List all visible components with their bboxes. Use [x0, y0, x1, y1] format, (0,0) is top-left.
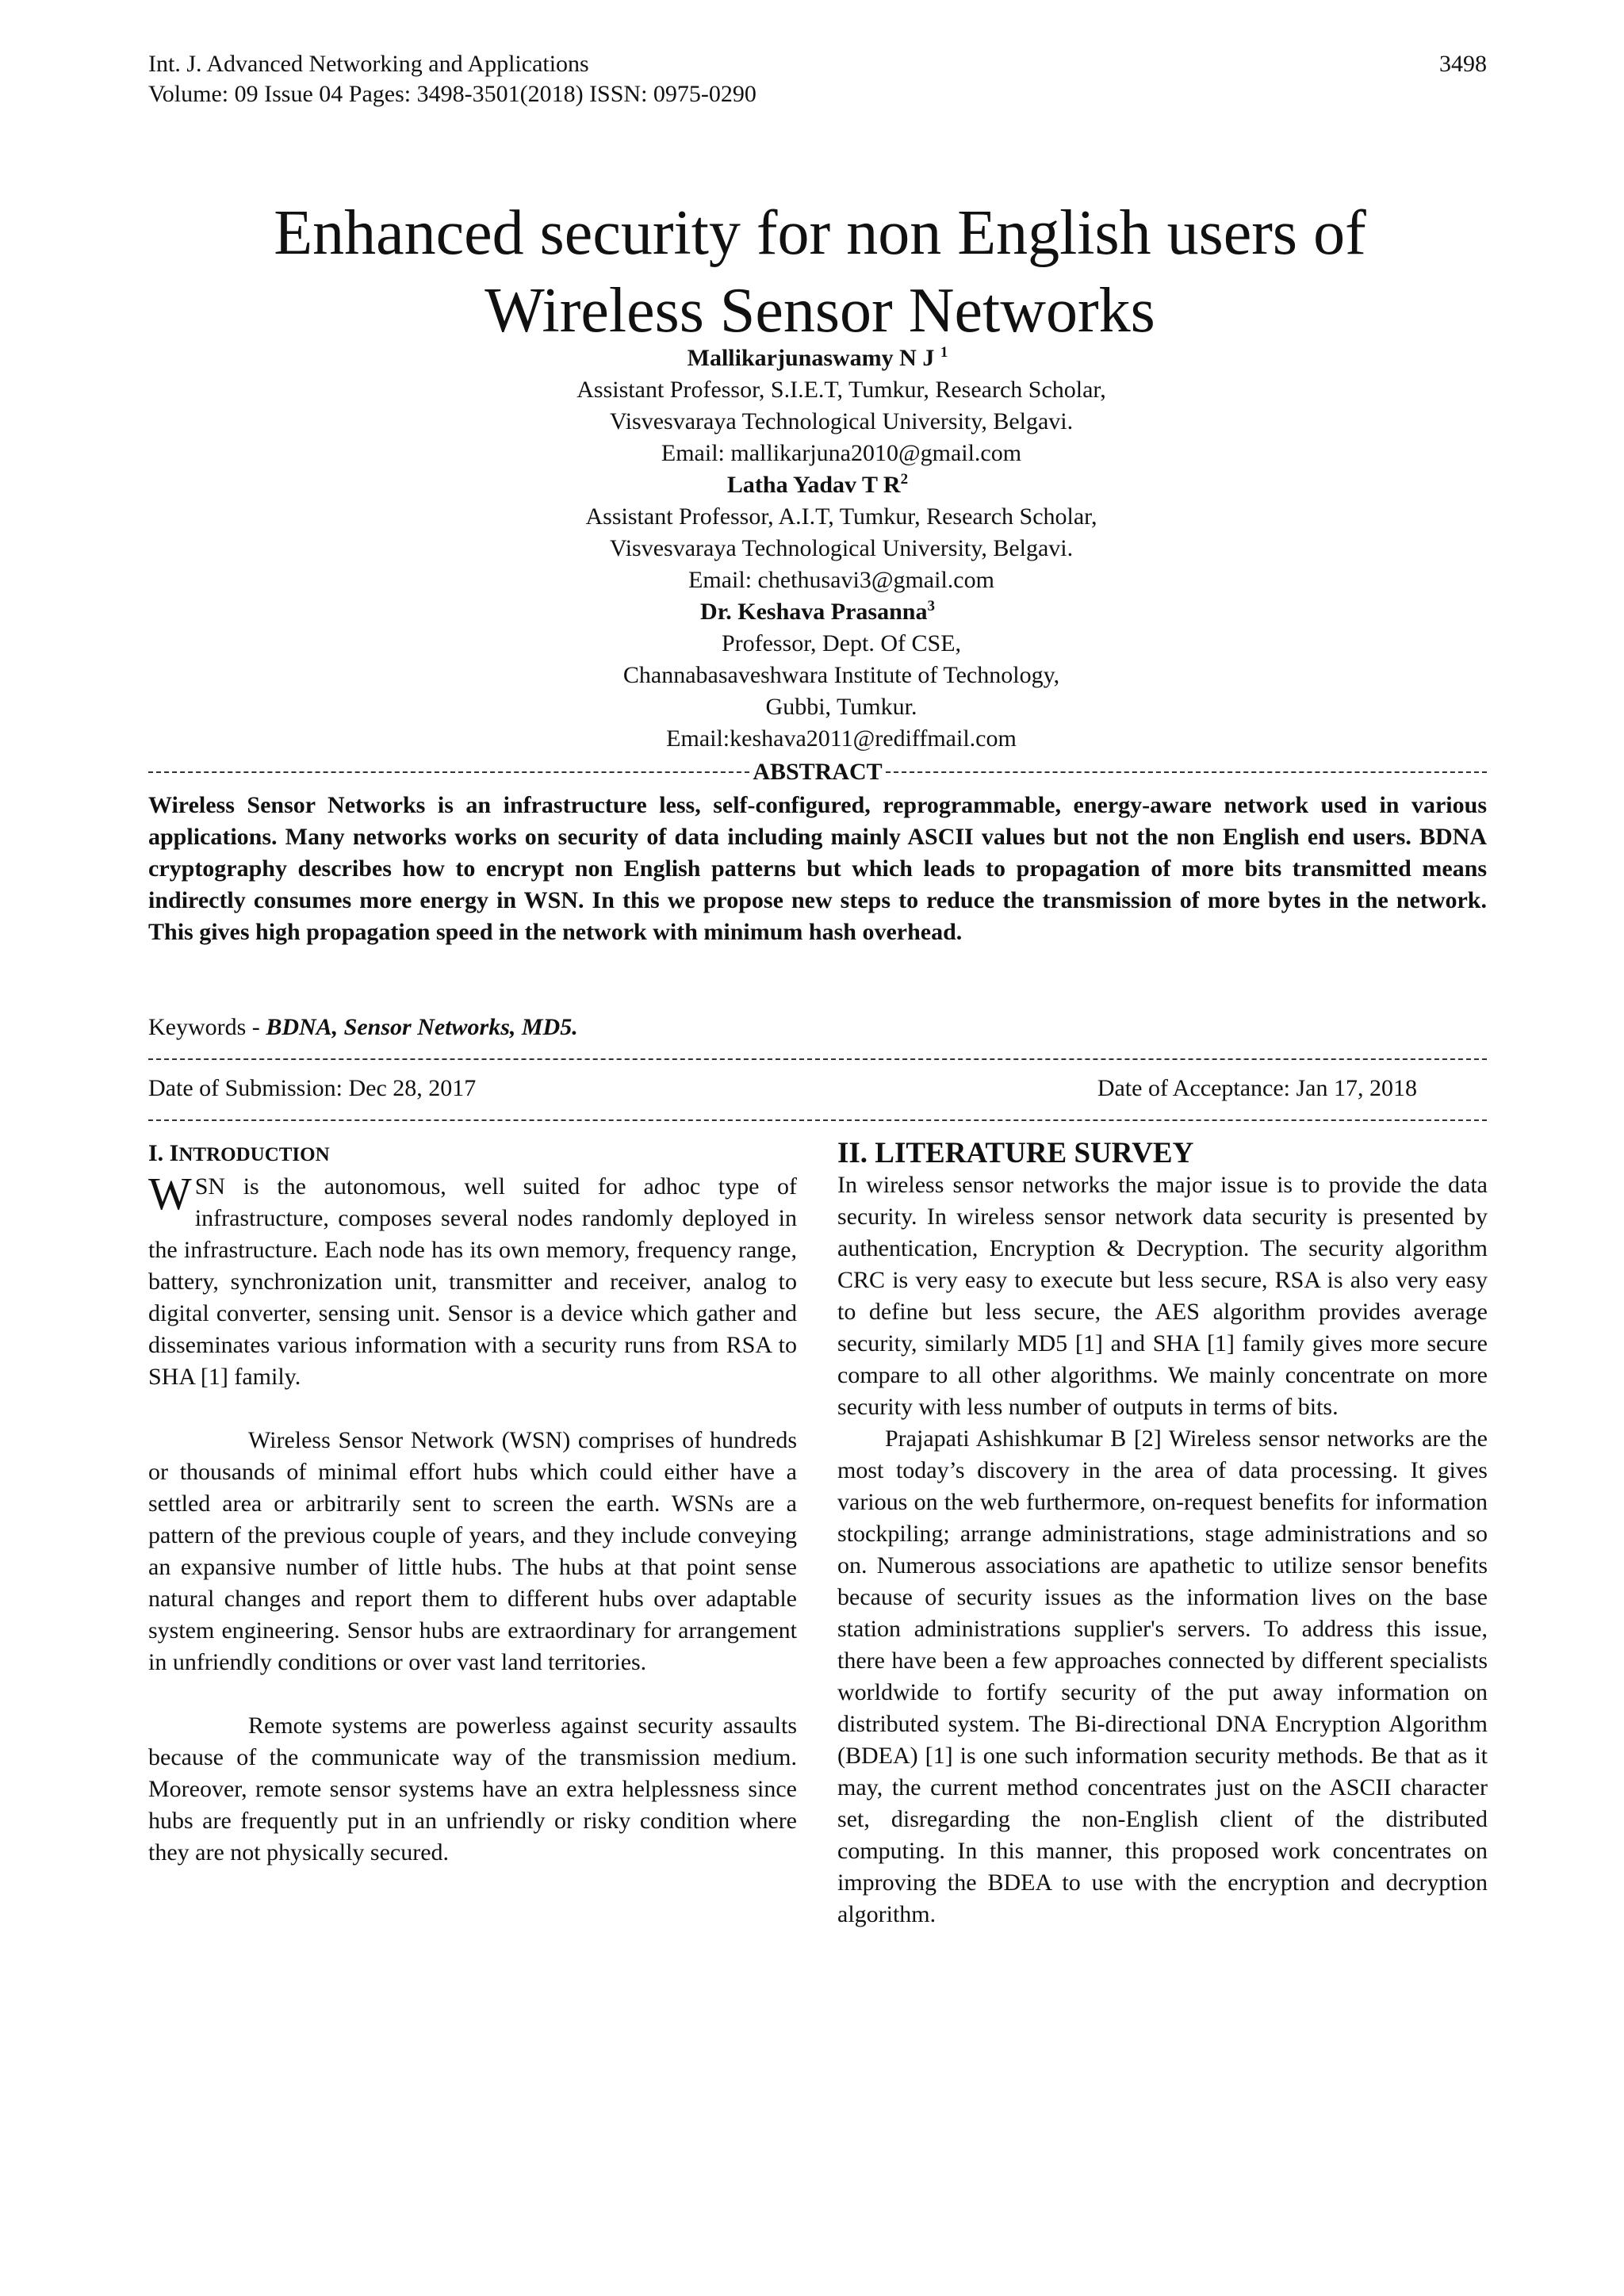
author-name: Latha Yadav T $R^2$ — [726, 471, 909, 498]
dashed-rule — [886, 771, 1487, 773]
dashed-rule — [148, 1058, 1487, 1060]
keywords-label: Keywords - — [148, 1014, 266, 1040]
acceptance-date: Date of Acceptance: Jan 17, 2018 — [1097, 1075, 1417, 1101]
keywords — [148, 1012, 1487, 1043]
divider-upper — [148, 1043, 1487, 1075]
running-head — [148, 49, 1487, 109]
paragraph-gap — [148, 1678, 797, 1710]
author-affiliation: Channabasaveshwara Institute of Technology, — [622, 662, 1060, 688]
author-email: Email: chethusavi3@gmail.com — [688, 567, 994, 593]
dashed-rule — [148, 1119, 1487, 1121]
author-email: Email: mallikarjuna2010@gmail.com — [661, 440, 1022, 466]
title-line-2: Wireless Sensor Networks — [485, 276, 1155, 346]
author-block — [148, 342, 1487, 755]
author-name: Mallikarjunaswamy N J $^1$ — [687, 344, 948, 371]
author-affil-number: 2 — [900, 471, 909, 488]
literature-paragraph-1: In wireless sensor networks the major issue is to provide the data security. In wireless sensor network data security is presented by authentication, Encryption & Decryption. The security algorithm CRC is very easy to execute but less secure, RSA is also very easy to define but less secure, the AES algorithm provides average security, similarly MD5 [1] and SHA [1] family gives more secure compare to all other algorithms. We mainly concentrate on more security with less number of outputs in terms of bits. — [837, 1172, 1488, 1420]
author-affiliation: Visvesvaraya Technological University, Belgavi. — [609, 408, 1074, 434]
author-affil-number: 3 — [927, 598, 935, 614]
author-affiliation: Gubbi, Tumkur. — [765, 694, 917, 720]
literature-heading: II. LITERATURE SURVEY — [837, 1137, 1194, 1169]
left-column — [148, 1138, 797, 1869]
paragraph-gap — [148, 1393, 797, 1425]
title-line-1: Enhanced security for non English users of — [274, 198, 1366, 268]
author-affiliation: Assistant Professor, A.I.T, Tumkur, Research Scholar, — [585, 503, 1097, 530]
volume-line: Volume: 09 Issue 04 Pages: 3498-3501(2018) ISSN: 0975-0290 — [148, 81, 756, 107]
literature-paragraph-2: Prajapati Ashishkumar B [2] Wireless sensor networks are the most today’s discovery in the area of data processing. It gives various on the web furthermore, on-request benefits for information stockpiling; arrange administrations, stage administrations and so on. Numerous associations are apathetic to utilize sensor benefits because of security issues as the information lives on the base station administrations supplier's servers. To address this issue, there have been a few approaches connected by different specialists worldwide to fortify security of the put away information on distributed system. The Bi-directional DNA Encryption Algorithm (BDEA) [1] is one such information security methods. Be that as it may, the current method concentrates just on the ASCII character set, disregarding the non-English client of the distributed computing. In this manner, this proposed work concentrates on improving the BDEA to use with the encryption and decryption algorithm. — [837, 1425, 1488, 1927]
intro-paragraph-3: Remote systems are powerless against security assaults because of the communicate way of the transmission medium. Moreover, remote sensor systems have an extra helplessness since hubs are frequently put in an unfriendly or risky condition where they are not physically secured. — [148, 1712, 797, 1866]
page-number: 3498 — [1439, 51, 1487, 77]
paper-title — [111, 194, 1529, 350]
introduction-heading: I. INTRODUCTION — [148, 1140, 330, 1166]
right-column — [837, 1138, 1488, 1931]
dashed-rule — [148, 771, 749, 773]
intro-paragraph-1: WSN is the autonomous, well suited for adhoc type of infrastructure, composes several nodes randomly deployed in the infrastructure. Each node has its own memory, frequency range, battery, synchronization unit, transmitter and receiver, analog to digital converter, sensing unit. Sensor is a device which gather and disseminates various information with a security runs from RSA to SHA [1] family. — [148, 1168, 797, 1390]
author-affil-number: 1 — [940, 344, 948, 361]
author-email: Email:keshava2011@rediffmail.com — [666, 725, 1017, 752]
abstract-label: ABSTRACT — [753, 759, 883, 785]
submission-date: Date of Submission: Dec 28, 2017 — [148, 1075, 477, 1101]
abstract-text: Wireless Sensor Networks is an infrastructure less, self-configured, reprogrammable, energy-aware network used in various applications. Many networks works on security of data including mainly ASCII values but not the non English end users. BDNA cryptography describes how to encrypt non English patterns but which leads to propagation of more bits transmitted means indirectly consumes more energy in WSN. In this we propose new steps to reduce the transmission of more bytes in the network. This gives high propagation speed in the network with minimum hash overhead. — [148, 792, 1487, 945]
author-affiliation: Professor, Dept. Of CSE, — [721, 630, 962, 656]
abstract-divider — [148, 756, 1487, 788]
intro-paragraph-2: Wireless Sensor Network (WSN) comprises of hundreds or thousands of minimal effort hubs which could either have a settled area or arbitrarily sent to screen the earth. WSNs are a pattern of the previous couple of years, and they include conveying an expansive number of little hubs. The hubs at that point sense natural changes and report them to different hubs over adaptable system engineering. Sensor hubs are extraordinary for arrangement in unfriendly conditions or over vast land territories. — [148, 1427, 797, 1675]
journal-name: Int. J. Advanced Networking and Applications — [148, 51, 589, 77]
author-affiliation: Visvesvaraya Technological University, Belgavi. — [609, 535, 1074, 561]
keywords-value: BDNA, Sensor Networks, MD5. — [266, 1014, 578, 1040]
drop-cap: W — [148, 1168, 192, 1219]
divider-lower — [148, 1104, 1487, 1136]
author-affiliation: Assistant Professor, S.I.E.T, Tumkur, Research Scholar, — [576, 377, 1106, 403]
dates-row — [148, 1073, 1417, 1104]
author-name: Dr. Keshava Prasanna$^3$ — [700, 598, 935, 625]
